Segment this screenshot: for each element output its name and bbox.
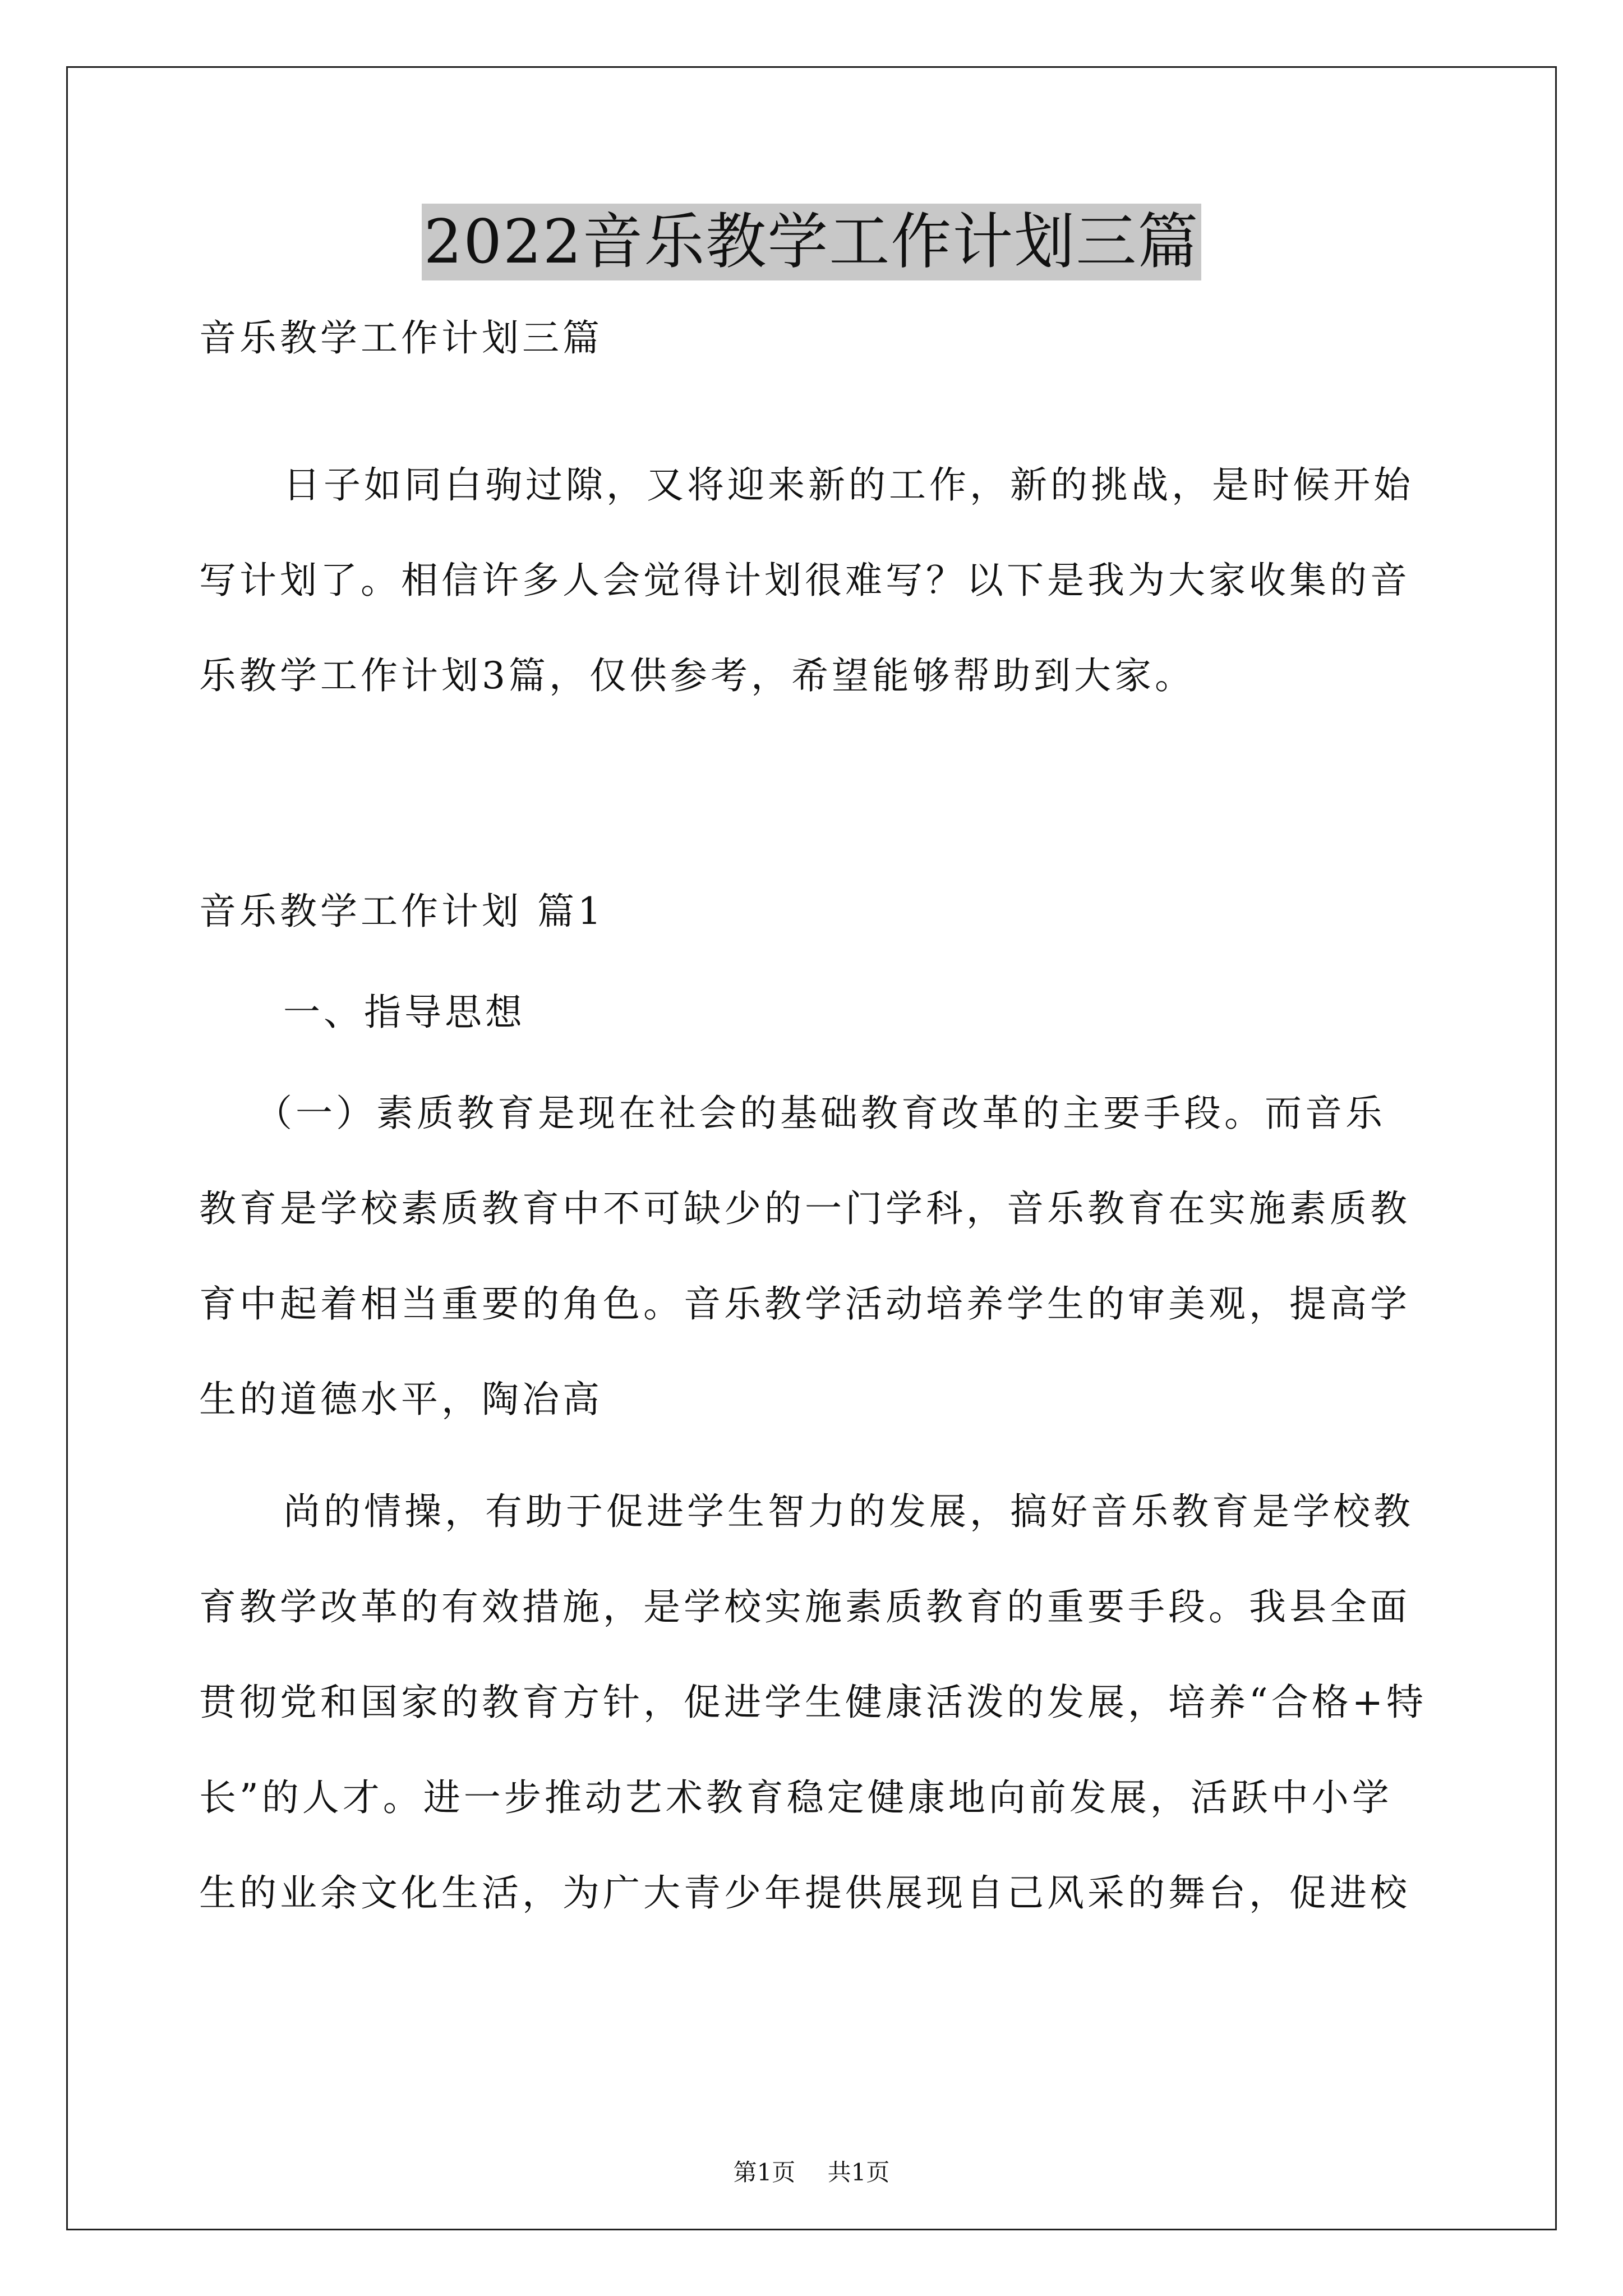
document-title xyxy=(0,203,1623,282)
page-number: 第1页 xyxy=(733,2159,796,2186)
para2-line-3: 贯彻党和国家的教育方针，促进学生健康活泼的发展，培养“合格+特 xyxy=(199,1681,1427,1724)
para1-line-2: 教育是学校素质教育中不可缺少的一门学科，音乐教育在实施素质教 xyxy=(199,1187,1410,1230)
para2-line-4: 长”的人才。进一步推动艺术教育稳定健康地向前发展，活跃中小学 xyxy=(199,1776,1393,1819)
para1-line-4: 生的道德水平，陶冶高 xyxy=(199,1378,603,1421)
document-title-text: 2022音乐教学工作计划三篇 xyxy=(422,204,1202,280)
para1-line-1: （一）素质教育是现在社会的基础教育改革的主要手段。而音乐 xyxy=(255,1092,1386,1135)
para2-line-2: 育教学改革的有效措施，是学校实施素质教育的重要手段。我县全面 xyxy=(199,1585,1410,1628)
para2-line-1: 尚的情操，有助于促进学生智力的发展，搞好音乐教育是学校教 xyxy=(283,1490,1414,1533)
section-heading: 音乐教学工作计划 篇1 xyxy=(199,890,605,933)
document-subtitle: 音乐教学工作计划三篇 xyxy=(199,316,603,360)
page-footer xyxy=(0,2157,1623,2188)
intro-line-1: 日子如同白驹过隙，又将迎来新的工作，新的挑战，是时候开始 xyxy=(283,463,1414,507)
intro-line-3: 乐教学工作计划3篇，仅供参考，希望能够帮助到大家。 xyxy=(199,654,1195,697)
subheading: 一、指导思想 xyxy=(283,991,525,1034)
para1-line-3: 育中起着相当重要的角色。音乐教学活动培养学生的审美观，提高学 xyxy=(199,1282,1410,1326)
para2-line-5: 生的业余文化生活，为广大青少年提供展现自己风采的舞台，促进校 xyxy=(199,1871,1410,1915)
page-total: 共1页 xyxy=(827,2159,890,2186)
intro-line-2: 写计划了。相信许多人会觉得计划很难写？以下是我为大家收集的音 xyxy=(199,559,1410,602)
